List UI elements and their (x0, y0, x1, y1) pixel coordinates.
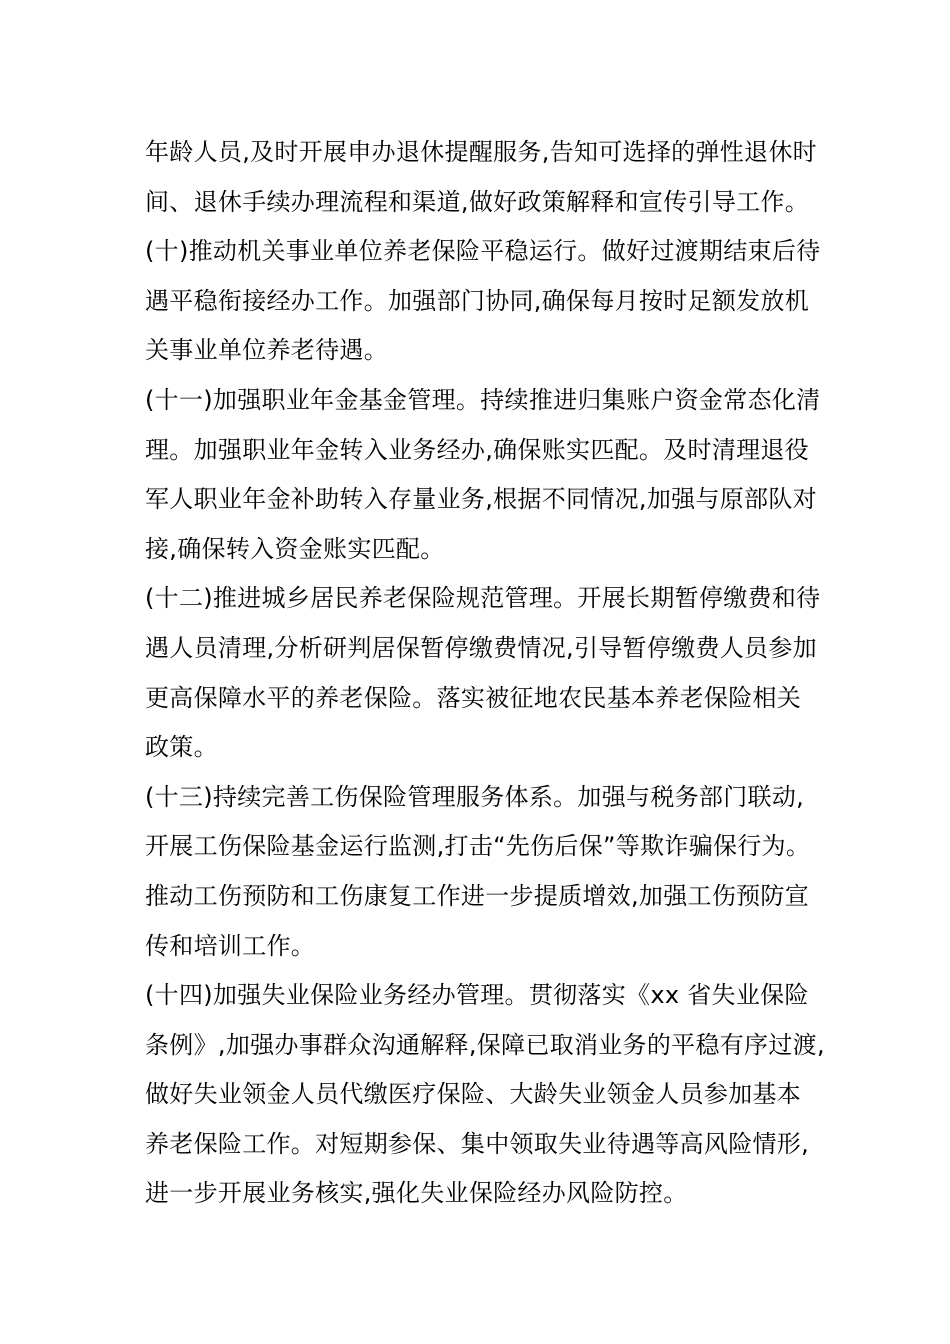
text-line: 关事业单位养老待遇。 (145, 336, 388, 365)
text-line: (十)推动机关事业单位养老保险平稳运行。做好过渡期结束后待 (145, 237, 821, 266)
text-line: 遇平稳衔接经办工作。加强部门协同,确保每月按时足额发放机 (145, 286, 810, 315)
text-line: 遇人员清理,分析研判居保暂停缴费情况,引导暂停缴费人员参加 (145, 633, 817, 662)
text-line: 推动工伤预防和工伤康复工作进一步提质增效,加强工伤预防宣 (145, 881, 810, 910)
text-line: 开展工伤保险基金运行监测,打击“先伤后保”等欺诈骗保行为。 (145, 832, 811, 861)
text-line: 条例》,加强办事群众沟通解释,保障已取消业务的平稳有序过渡, (145, 1030, 825, 1059)
text-line: 养老保险工作。对短期参保、集中领取失业待遇等高风险情形, (145, 1129, 810, 1158)
text-line: 进一步开展业务核实,强化失业保险经办风险防控。 (145, 1179, 688, 1208)
text-line: (十二)推进城乡居民养老保险规范管理。开展长期暂停缴费和待 (145, 584, 821, 613)
text-line: 间、退休手续办理流程和渠道,做好政策解释和宣传引导工作。 (145, 187, 810, 216)
text-line: (十四)加强失业保险业务经办管理。贯彻落实《xx 省失业保险 (145, 981, 809, 1010)
text-line: 传和培训工作。 (145, 931, 316, 960)
text-line: (十一)加强职业年金基金管理。持续推进归集账户资金常态化清 (145, 385, 821, 414)
text-line: 理。加强职业年金转入业务经办,确保账实匹配。及时清理退役 (145, 435, 810, 464)
text-line: (十三)持续完善工伤保险管理服务体系。加强与税务部门联动, (145, 782, 805, 811)
text-line: 军人职业年金补助转入存量业务,根据不同情况,加强与原部队对 (145, 485, 817, 514)
document-body (145, 128, 825, 1219)
text-line: 接,确保转入资金账实匹配。 (145, 534, 445, 563)
text-line: 年龄人员,及时开展申办退休提醒服务,告知可选择的弹性退休时 (145, 138, 817, 166)
text-line: 政策。 (145, 733, 218, 762)
text-line: 做好失业领金人员代缴医疗保险、大龄失业领金人员参加基本 (145, 1080, 802, 1109)
text-line: 更高保障水平的养老保险。落实被征地农民基本养老保险相关 (145, 683, 802, 712)
